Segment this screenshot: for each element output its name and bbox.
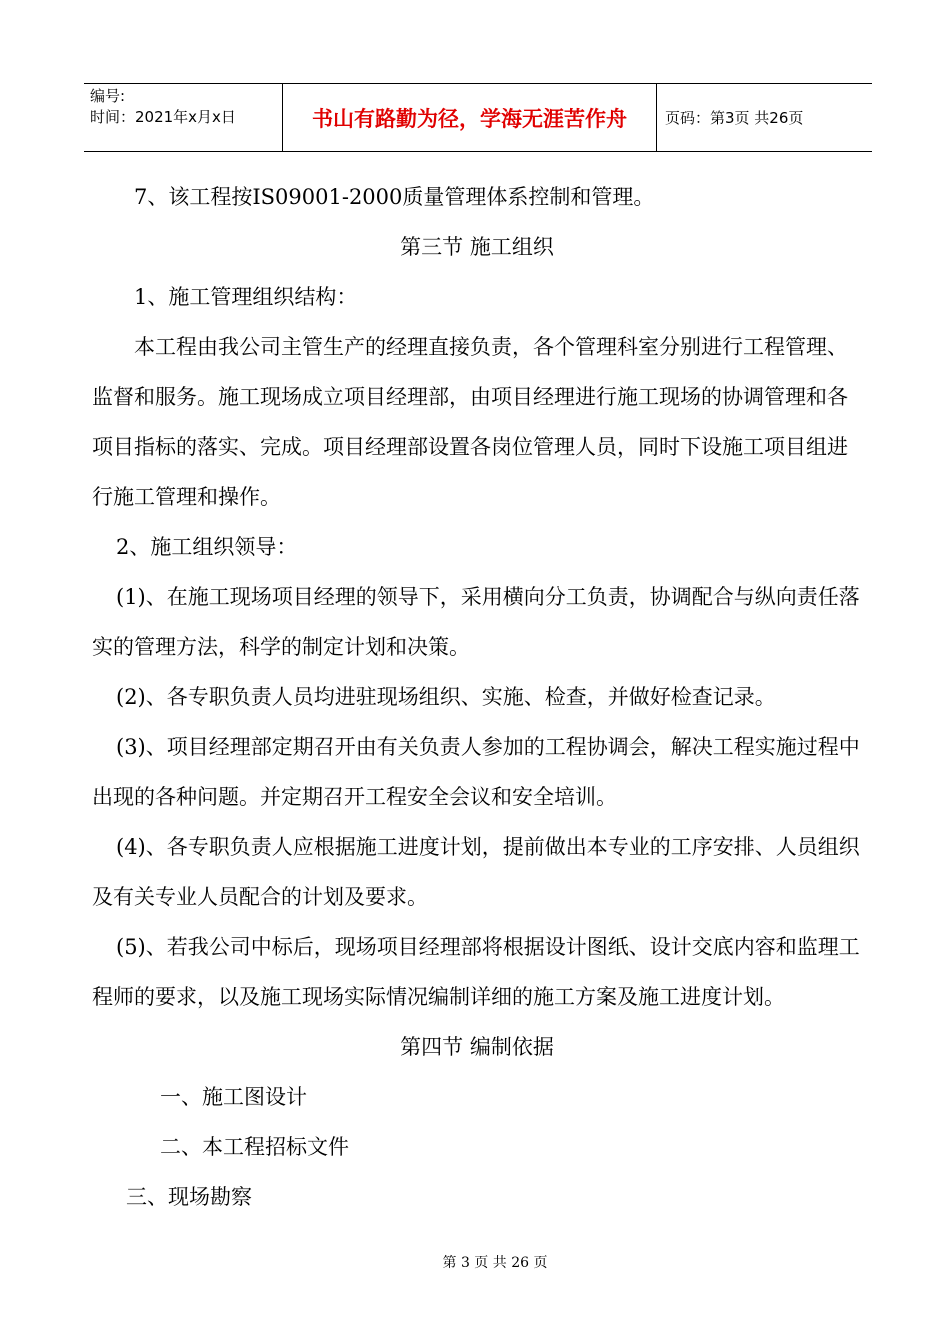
section-4-title: 第四节 编制依据 — [400, 1035, 554, 1059]
basis-item-3: 三、现场勘察 — [126, 1185, 252, 1209]
header-page-info: 页码：第3页 共26页 — [665, 109, 804, 127]
header-meta — [84, 84, 283, 151]
document-number-label: 编号: — [90, 87, 126, 105]
paragraph-leadership-heading: 2、施工组织领导： — [116, 535, 298, 559]
document-time: 时间：2021年x月x日 — [90, 108, 236, 126]
basis-item-2: 二、本工程招标文件 — [160, 1135, 349, 1159]
paragraph-item-2: (2)、各专职负责人员均进驻现场组织、实施、检查，并做好检查记录。 — [116, 685, 776, 709]
paragraph-org-structure: 本工程由我公司主管生产的经理直接负责，各个管理科室分别进行工程管理、监督和服务。施工现场成立项目经理部，由项目经理进行施工现场的协调管理和各项目指标的落实、完成。项目经理部设置各岗位管理人员，同时下设施工项目组进行施工管理和操作。 — [92, 335, 848, 509]
document-body — [92, 172, 862, 1222]
paragraph-item-3: (3)、项目经理部定期召开由有关负责人参加的工程协调会，解决工程实施过程中出现的各种问题。并定期召开工程安全会议和安全培训。 — [92, 735, 860, 809]
paragraph-org-structure-heading: 1、施工管理组织结构： — [134, 285, 358, 309]
section-3-title: 第三节 施工组织 — [400, 235, 554, 259]
paragraph-item-1: (1)、在施工现场项目经理的领导下，采用横向分工负责，协调配合与纵向责任落实的管理方法，科学的制定计划和决策。 — [92, 585, 860, 659]
page-footer: 第 3 页 共 26 页 — [442, 1255, 548, 1271]
header-motto: 书山有路勤为径，学海无涯苦作舟 — [283, 84, 657, 151]
paragraph-item-5: (5)、若我公司中标后，现场项目经理部将根据设计图纸、设计交底内容和监理工程师的要求，以及施工现场实际情况编制详细的施工方案及施工进度计划。 — [92, 935, 860, 1009]
document-header — [84, 83, 872, 152]
paragraph-quality-system: 7、该工程按IS09001-2000质量管理体系控制和管理。 — [134, 185, 655, 209]
basis-item-1: 一、施工图设计 — [160, 1085, 307, 1109]
paragraph-item-4: (4)、各专职负责人应根据施工进度计划，提前做出本专业的工序安排、人员组织及有关专业人员配合的计划及要求。 — [92, 835, 860, 909]
